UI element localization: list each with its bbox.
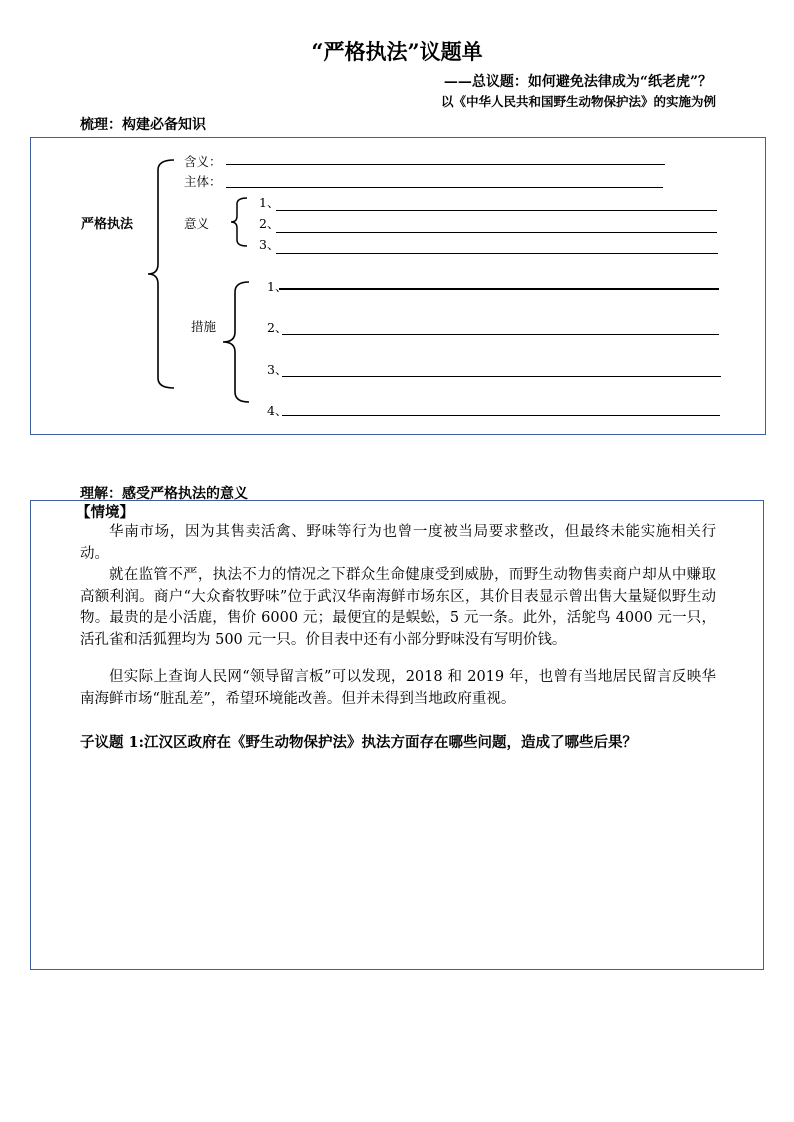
sub-question-1: 子议题 1:江汉区政府在《野生动物保护法》执法方面存在哪些问题，造成了哪些后果？ — [80, 734, 637, 751]
significance-item-1-number: 1、 — [259, 195, 280, 210]
measures-item-2-line[interactable] — [282, 334, 719, 335]
section-label-review: 梳理：构建必备知识 — [80, 117, 206, 133]
main-brace-icon — [146, 158, 176, 390]
subject-label: 主体： — [184, 174, 222, 189]
measures-item-1-line[interactable] — [279, 288, 719, 290]
context-paragraph-2: 就在监管不严，执法不力的情况之下群众生命健康受到威胁，而野生动物售卖商户却从中赚取高额利润。商户“大众畜牧野味”位于武汉华南海鲜市场东区，其价目表显示曾出售大量疑似野生动物。最贵的是小活鹿，售价 6000 元；最便宜的是蜈蚣，5 元一条。此外，活鸵鸟 4000 元一只，活孔雀和活狐狸均为 500 元一只。价目表中还有小部分野味没有写明价钱。 — [80, 567, 716, 648]
meaning-label: 含义： — [184, 154, 222, 169]
significance-item-1-line[interactable] — [276, 210, 717, 211]
measures-item-4-number: 4、 — [267, 403, 288, 418]
measures-item-3-number: 3、 — [267, 362, 288, 377]
significance-item-3-number: 3、 — [259, 237, 280, 252]
measures-label: 措施 — [191, 319, 217, 334]
significance-brace-icon — [229, 196, 249, 248]
answer-area[interactable] — [40, 760, 754, 960]
general-topic: ——总议题：如何避免法律成为“纸老虎”？ — [443, 74, 712, 90]
significance-label: 意义 — [184, 216, 210, 231]
context-paragraph-3: 但实际上查询人民网“领导留言板”可以发现，2018 和 2019 年，也曾有当地居民留言反映华南海鲜市场“脏乱差”，希望环境能改善。但并未得到当地政府重视。 — [80, 669, 716, 707]
subject-blank-line[interactable] — [226, 187, 663, 188]
measures-item-4-line[interactable] — [282, 415, 720, 416]
significance-item-2-number: 2、 — [259, 216, 280, 231]
significance-item-3-line[interactable] — [276, 253, 718, 254]
context-heading: 【情境】 — [76, 504, 134, 521]
root-label: 严格执法 — [81, 217, 134, 232]
measures-brace-icon — [221, 280, 251, 404]
context-paragraph-1: 华南市场，因为其售卖活禽、野味等行为也曾一度被当局要求整改，但最终未能实施相关行动。 — [80, 524, 716, 562]
knowledge-map-box — [30, 137, 766, 435]
meaning-blank-line[interactable] — [226, 164, 665, 165]
page-title: “严格执法”议题单 — [311, 39, 483, 64]
measures-item-1-number: 1、 — [267, 279, 288, 294]
measures-item-2-number: 2、 — [267, 320, 288, 335]
significance-item-2-line[interactable] — [276, 232, 717, 233]
measures-item-3-line[interactable] — [282, 376, 721, 377]
section-label-understand: 理解：感受严格执法的意义 — [80, 486, 248, 502]
example-note: 以《中华人民共和国野生动物保护法》的实施为例 — [440, 94, 716, 109]
